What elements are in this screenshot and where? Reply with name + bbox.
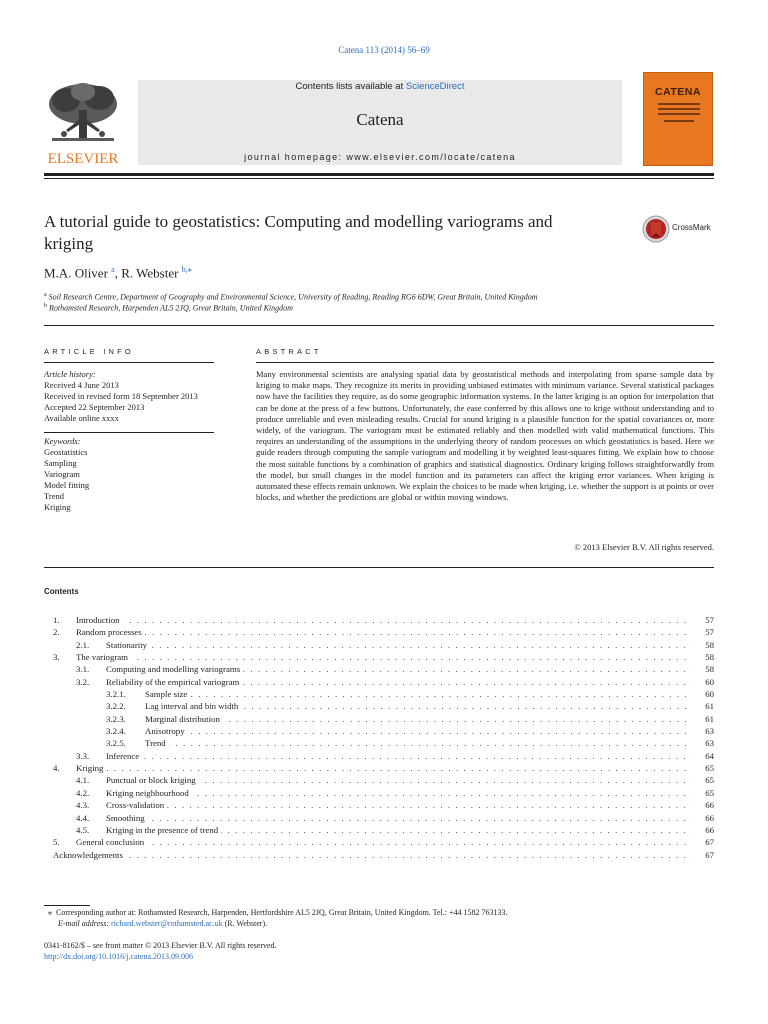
toc-entry-number: 4.1. [76,775,90,786]
toc-entry[interactable] [44,700,714,712]
toc-entry-title-text: Smoothing [106,813,148,823]
toc-entry-title-text: Random processes [76,627,145,637]
toc-entry-number: 3. [53,652,60,663]
cover-title: CATENA [655,86,701,98]
toc-entry-title[interactable] [106,676,692,688]
toc-entry-title[interactable] [76,836,692,848]
toc-entry[interactable] [44,762,714,774]
author-affiliation-mark[interactable]: b,⁎ [181,265,192,274]
toc-entry-number: 4.2. [76,787,90,798]
toc-entry-title-text: Lag interval and bin width [145,701,241,711]
toc-entry-title-text: Computing and modelling variograms [106,664,243,674]
crossmark-icon [642,215,670,243]
abstract-text: Many environmental scientists are analysing spatial data by geostatistical methods and interpolating from sparse sample data by kriging to make maps. They recognize its merits in providing unbiased estimates with minimum variance. Several statistical packages now have the facilities they require, as do some geographic information systems. In the latter kriging is an option for interpolation that can be done at the press of a few buttons. Unfortunately, the ease conferred by this allows one to krige without understanding and to produce unreliable and even misleading results. Crucial for sound kriging is a plausible function for the spatial covariances or, more widely, of the variogram. The variogram must be estimated reliably and then modelled with valid mathematical functions. This requires an understanding of the assumptions in the underlying theory of random processes on which geostatistics is based. Here we guide readers through computing the sample variogram and modelling it by weighted least-squares fitting. We explain how to choose the most suitable functions by a combination of graphics and statistical diagnostics. Ordinary kriging follows straightforwardly from the model, but small changes in the model function and its parameters can affect the kriging error variances. When kriging is automated these effects remain unknown. We explain the choices to be made when kriging, i.e. whether the support is at points or over blocks, and whether the predictions are global or within moving windows. [256,369,714,503]
toc-entry-page: 66 [705,812,714,823]
toc-entry-number: 3.1. [76,664,90,675]
affiliation-mark: a [44,292,47,298]
toc-entry-title-text: Marginal distribution [145,714,223,724]
keyword: Trend [44,491,64,501]
keyword: Geostatistics [44,447,88,457]
toc-entry-number: 2. [53,627,60,638]
toc-entry-title[interactable] [76,651,692,663]
toc-entry-title[interactable] [53,849,692,861]
toc-entry[interactable] [44,725,714,737]
email-footnote [58,918,267,929]
contents-heading: Contents [44,587,79,596]
toc-entry-number: 3.2.4. [106,726,126,737]
toc-entry-title-text: Introduction [76,615,123,625]
toc-entry[interactable] [44,614,714,626]
footnote-rule [44,905,90,906]
elsevier-logo [44,80,122,166]
toc-entry-page: 65 [705,775,714,786]
toc-entry-page: 60 [705,689,714,700]
toc-entry-title[interactable] [145,725,692,737]
toc-entry[interactable] [44,824,714,836]
toc-entry-number: 3.2.2. [106,701,126,712]
toc-entry-title-text: Reliability of the empirical variogram [106,677,242,687]
toc-entry-title[interactable] [106,812,692,824]
toc-entry-page: 66 [705,800,714,811]
toc-entry-title-text: Inference [106,751,142,761]
toc-entry-title-text: The variogram [76,652,131,662]
toc-entry-number: 2.1. [76,639,90,650]
toc-entry-page: 63 [705,738,714,749]
toc-entry-number: 3.3. [76,750,90,761]
toc-entry-title-text: Kriging in the presence of trend [106,825,221,835]
keyword: Model fitting [44,480,90,490]
toc-entry-title[interactable] [106,663,692,675]
toc-entry[interactable] [44,639,714,651]
article-title: A tutorial guide to geostatistics: Computing and modelling variograms and kriging [44,212,553,253]
issn-line: 0341-8162/$ – see front matter © 2013 Elsevier B.V. All rights reserved. [44,941,277,950]
toc-entry-page: 65 [705,787,714,798]
toc-entry-title[interactable] [76,626,692,638]
toc-entry-number: 3.2.1. [106,689,126,700]
toc-entry-title-text: Punctual or block kriging [106,775,199,785]
keywords-label: Keywords: [44,436,81,446]
toc-entry-title[interactable] [106,750,692,762]
toc-entry-page: 57 [705,627,714,638]
toc-entry-number: 3.2.5. [106,738,126,749]
contents-available-line [138,81,622,92]
affiliation-mark: b [44,303,47,309]
header-rule-thin [44,178,714,179]
toc-entry[interactable] [44,849,714,861]
toc-entry-page: 61 [705,701,714,712]
toc-entry[interactable] [44,750,714,762]
journal-cover-thumbnail[interactable] [643,72,713,166]
toc-entry-title[interactable] [145,688,692,700]
email-link[interactable]: richard.webster@rothamsted.ac.uk [111,919,223,928]
toc-entry[interactable] [44,688,714,700]
journal-citation-link[interactable]: Catena 113 (2014) 56–69 [338,45,430,55]
table-of-contents [44,614,714,861]
toc-entry-page: 58 [705,652,714,663]
section-rule [256,362,714,363]
toc-entry[interactable] [44,713,714,725]
toc-entry-page: 58 [705,664,714,675]
author-name[interactable]: M.A. Oliver [44,265,108,281]
abstract-heading: ABSTRACT [256,347,322,356]
toc-entry[interactable] [44,774,714,786]
toc-entry-title-text: Acknowledgements [53,850,126,860]
toc-entry-title-text: Trend [145,738,169,748]
history-label: Article history: [44,369,96,379]
toc-entry-title[interactable] [145,737,692,749]
abstract-copyright: © 2013 Elsevier B.V. All rights reserved. [574,542,714,552]
crossmark-button[interactable] [642,215,714,245]
keyword: Kriging [44,502,71,512]
email-label: E-mail address: [58,919,110,928]
author-affiliation-mark[interactable]: a [111,265,115,274]
keywords-list [44,436,216,513]
section-rule [44,325,714,326]
toc-entry[interactable] [44,799,714,811]
toc-entry-title[interactable] [76,762,692,774]
toc-entry-number: 5. [53,837,60,848]
toc-entry-page: 61 [705,713,714,724]
cover-text-line [658,113,700,115]
author-name[interactable]: R. Webster [121,265,179,281]
toc-entry-title-text: Cross-validation [106,800,167,810]
toc-entry-number: 4. [53,763,60,774]
toc-entry[interactable] [44,663,714,675]
toc-entry-page: 57 [705,615,714,625]
history-item: Received in revised form 18 September 2013 [44,391,198,401]
cover-text-line [664,120,694,122]
toc-entry-number: 4.5. [76,824,90,835]
toc-entry-title[interactable] [106,774,692,786]
history-item: Received 4 June 2013 [44,380,119,390]
affiliation-a [44,292,538,302]
section-rule [44,567,714,568]
toc-entry-title[interactable] [106,787,692,799]
toc-entry-title-text: Kriging [76,763,106,773]
journal-homepage-line [138,152,622,162]
crossmark-label: CrossMark [672,223,711,232]
sciencedirect-link[interactable]: ScienceDirect [405,81,465,92]
homepage-link[interactable]: www.elsevier.com/locate/catena [346,152,516,162]
toc-entry-page: 67 [705,837,714,848]
toc-entry[interactable] [44,836,714,848]
toc-entry-page: 66 [705,824,714,835]
toc-entry-page: 67 [705,849,714,860]
elsevier-tree-icon [44,80,122,166]
toc-entry-page: 58 [705,639,714,650]
corresponding-author-footnote [44,907,508,918]
toc-entry-title-text: Kriging neighbourhood [106,788,192,798]
email-suffix: (R. Webster). [224,919,268,928]
toc-entry-number: 4.3. [76,800,90,811]
toc-entry-title[interactable] [145,700,692,712]
contents-prefix: Contents lists available at [295,81,406,92]
keyword: Sampling [44,458,77,468]
toc-entry-page: 60 [705,676,714,687]
doi-link[interactable]: http://dx.doi.org/10.1016/j.catena.2013.09.006 [44,952,193,961]
journal-name: Catena [356,110,404,129]
toc-entry-title[interactable] [106,639,692,651]
toc-entry-number: 3.2.3. [106,713,126,724]
toc-entry[interactable] [44,787,714,799]
footnote-text: Corresponding author at: Rothamsted Research, Harpenden, Hertfordshire AL5 2JQ, Great Britain, United Kingdom. Tel.: +44 1582 763133. [56,908,508,917]
toc-entry-page: 64 [705,750,714,761]
history-item: Available online xxxx [44,413,119,423]
history-item: Accepted 22 September 2013 [44,402,145,412]
toc-entry[interactable] [44,651,714,663]
article-history [44,369,216,424]
affiliation-text: Soil Research Centre, Department of Geography and Environmental Science, University of Reading, Reading RG6 6DW, Great Britain, United Kingdom [48,292,538,302]
toc-entry[interactable] [44,676,714,688]
toc-entry-title[interactable] [76,614,692,626]
cover-text-line [658,108,700,110]
author-list: M.A. Oliver $^a$, R. Webster $^{b,⁎}$ [44,265,192,281]
footnote-mark: ⁎ [48,908,52,917]
svg-text:ELSEVIER: ELSEVIER [47,151,119,166]
toc-entry-title[interactable] [145,713,692,725]
toc-entry[interactable] [44,812,714,824]
toc-entry-page: 65 [705,763,714,774]
toc-entry-title-text: Stationarity [106,640,150,650]
toc-entry-title-text: General conclusion [76,837,147,847]
cover-text-line [658,103,700,105]
toc-entry[interactable] [44,626,714,638]
article-info-heading: ARTICLE INFO [44,347,134,356]
toc-entry-title[interactable] [106,799,692,811]
homepage-prefix: journal homepage: [244,152,347,162]
affiliation-b [44,303,293,313]
section-rule [44,432,214,433]
keyword: Variogram [44,469,80,479]
toc-entry-title-text: Sample size [145,689,190,699]
toc-entry-title-text: Anisotropy [145,726,188,736]
toc-entry-title[interactable] [106,824,692,836]
toc-entry-number: 3.2. [76,676,90,687]
toc-entry-page: 63 [705,726,714,737]
header-rule [44,173,714,176]
section-rule [44,362,214,363]
toc-entry-number: 4.4. [76,812,90,823]
toc-entry[interactable] [44,737,714,749]
toc-entry-number: 1. [53,615,60,625]
affiliation-text: Rothamsted Research, Harpenden AL5 2JQ, Great Britain, United Kingdom [49,303,293,313]
